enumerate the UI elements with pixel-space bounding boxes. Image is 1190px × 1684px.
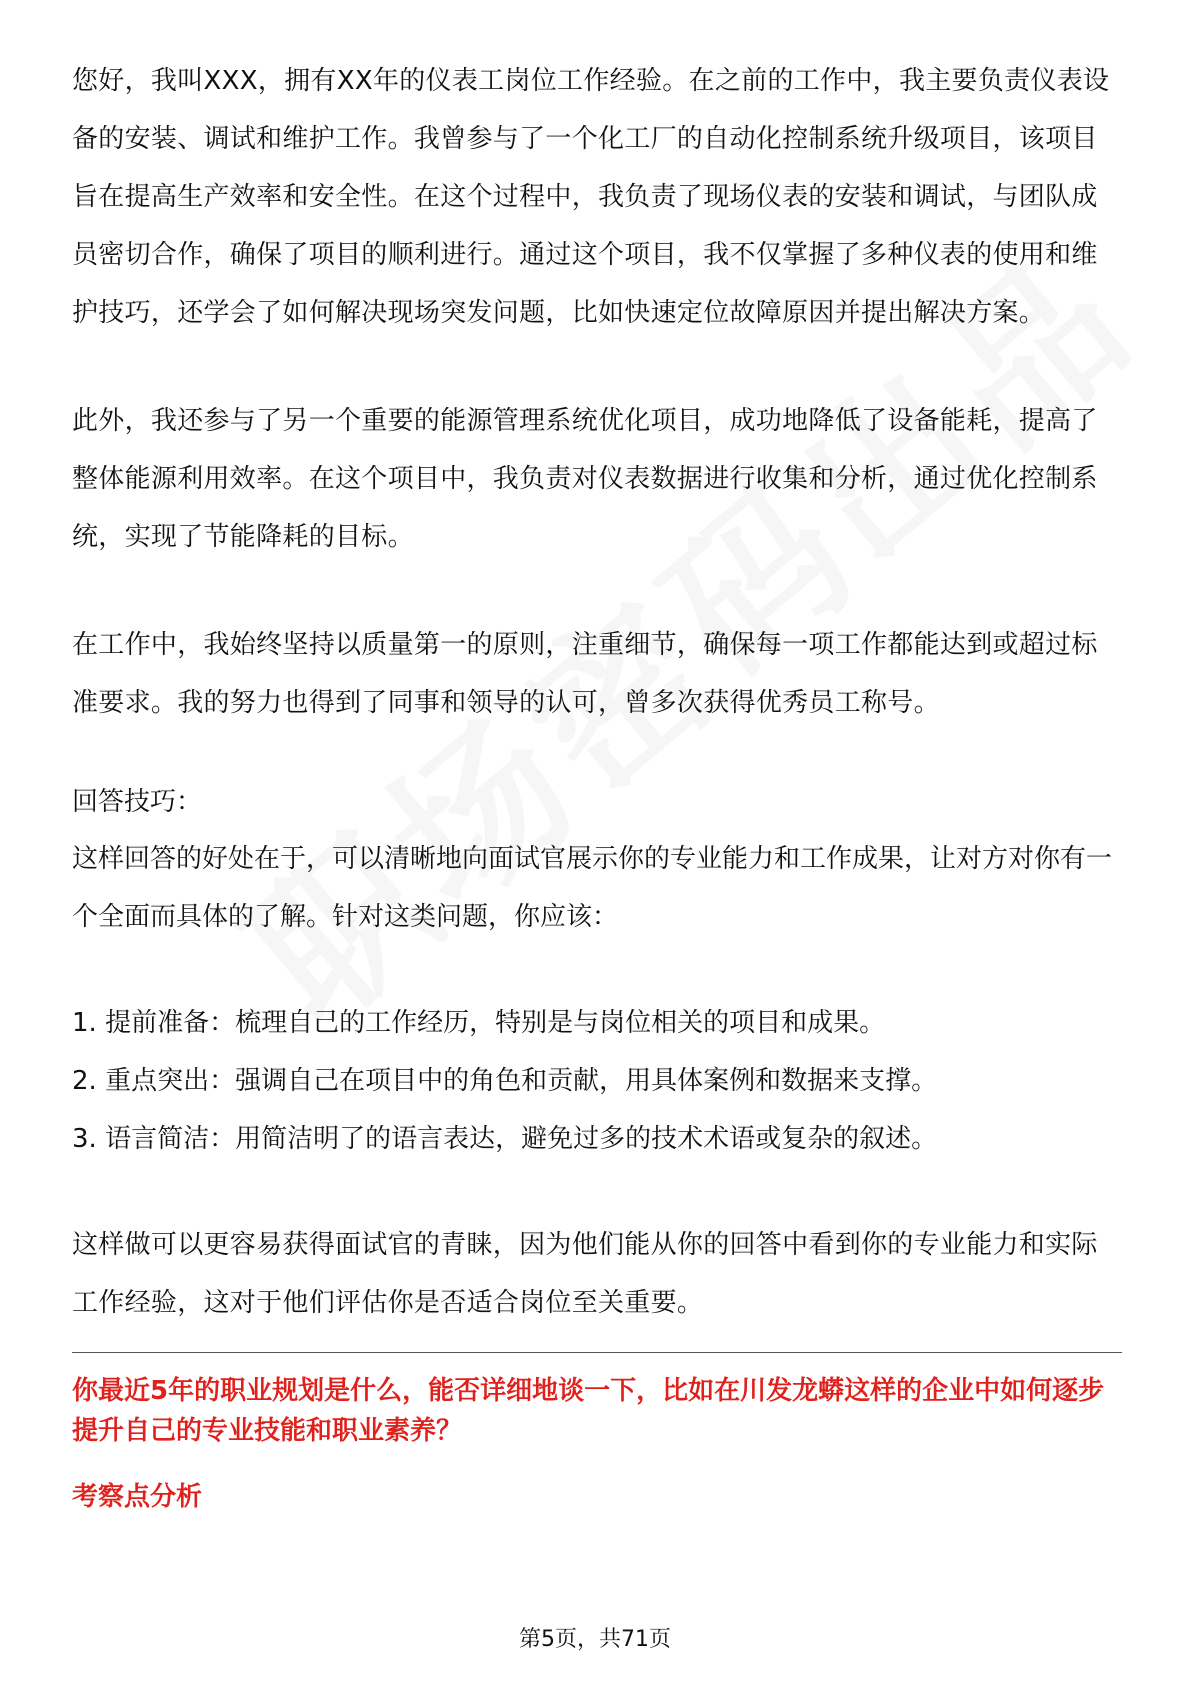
- section-divider: [72, 1352, 1122, 1353]
- document-page: [72, 52, 1122, 1517]
- answer-paragraph-1: 您好，我叫XXX，拥有XX年的仪表工岗位工作经验。在之前的工作中，我主要负责仪表设备的安装、调试和维护工作。我曾参与了一个化工厂的自动化控制系统升级项目，该项目旨在提高生产效率和安全性。在这个过程中，我负责了现场仪表的安装和调试，与团队成员密切合作，确保了项目的顺利进行。通过这个项目，我不仅掌握了多种仪表的使用和维护技巧，还学会了如何解决现场突发问题，比如快速定位故障原因并提出解决方案。: [72, 66, 1110, 328]
- answer-paragraph-2: 此外，我还参与了另一个重要的能源管理系统优化项目，成功地降低了设备能耗，提高了整体能源利用效率。在这个项目中，我负责对仪表数据进行收集和分析，通过优化控制系统，实现了节能降耗的目标。: [72, 406, 1098, 552]
- tips-label: 回答技巧：: [72, 787, 203, 817]
- tip-item-1: 1. 提前准备：梳理自己的工作经历，特别是与岗位相关的项目和成果。: [72, 1008, 886, 1038]
- tips-intro: 这样回答的好处在于，可以清晰地向面试官展示你的专业能力和工作成果，让对方对你有一个全面而具体的了解。针对这类问题，你应该：: [72, 844, 1113, 932]
- tips-conclusion: 这样做可以更容易获得面试官的青睐，因为他们能从你的回答中看到你的专业能力和实际工作经验，这对于他们评估你是否适合岗位至关重要。: [72, 1230, 1098, 1318]
- tip-item-3: 3. 语言简洁：用简洁明了的语言表达，避免过多的技术术语或复杂的叙述。: [72, 1124, 938, 1154]
- next-question: 你最近5年的职业规划是什么，能否详细地谈一下，比如在川发龙蟒这样的企业中如何逐步提升自己的专业技能和职业素养？: [72, 1376, 1105, 1446]
- answer-paragraph-3: 在工作中，我始终坚持以质量第一的原则，注重细节，确保每一项工作都能达到或超过标准要求。我的努力也得到了同事和领导的认可，曾多次获得优秀员工称号。: [72, 630, 1098, 718]
- page-footer: 第5页，共71页: [519, 1627, 671, 1652]
- tip-item-2: 2. 重点突出：强调自己在项目中的角色和贡献，用具体案例和数据来支撑。: [72, 1066, 938, 1096]
- analysis-heading: 考察点分析: [72, 1482, 203, 1512]
